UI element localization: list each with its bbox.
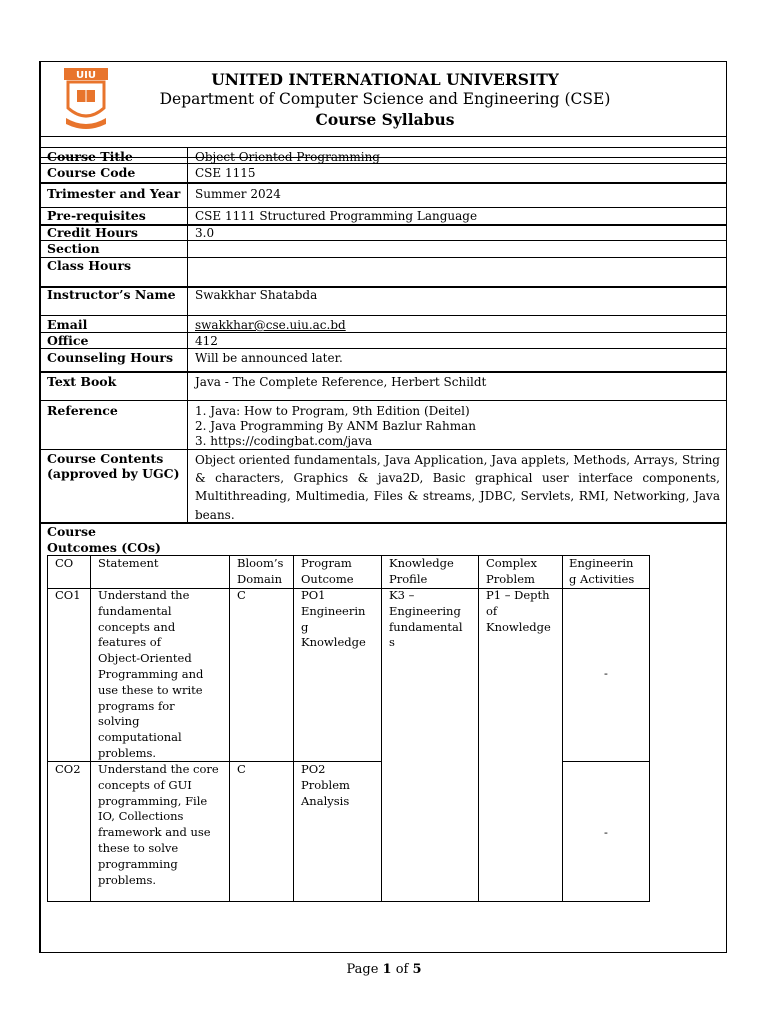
class-hours-label: Class Hours (47, 258, 132, 273)
page-footer: Page 1 of 5 (346, 962, 422, 977)
header-statement: Statement (98, 556, 159, 570)
syllabus-page (39, 61, 727, 953)
course-contents-label: Course Contents (47, 451, 164, 466)
co2-id: CO2 (55, 762, 81, 776)
divider (41, 182, 727, 184)
co2-bloom: C (237, 762, 246, 776)
prerequisites-label: Pre-requisites (47, 208, 146, 223)
co1-program-outcome: PO1 Engineerin g Knowledge (301, 588, 366, 650)
department-name: Department of Computer Science and Engineering (CSE) (159, 90, 611, 108)
email-link[interactable]: swakkhar@cse.uiu.ac.bd (195, 318, 346, 332)
co1-engineering-activities: - (604, 666, 608, 680)
column-divider (229, 555, 230, 901)
course-contents-label: (approved by UGC) (47, 466, 180, 481)
divider (41, 348, 727, 349)
divider (41, 147, 727, 148)
svg-text:UIU: UIU (76, 70, 96, 81)
course-code-value: CSE 1115 (195, 166, 256, 180)
header-bloom: Bloom’s Domain (237, 556, 284, 586)
course-contents-value: Object oriented fundamentals, Java Application, Java applets, Methods, Arrays, String & characters, Graphics & java2D, Basic graphical user interface components, Multithreading, Multimedia, Files & streams, JDBC, Servlets, RMI, Networking, Java beans. (195, 453, 720, 522)
co2-program-outcome: PO2 Problem Analysis (301, 762, 350, 808)
table-border (47, 901, 650, 902)
co2-statement: Understand the core concepts of GUI programming, File IO, Collections framework and use these to solve programming problems. (98, 762, 219, 887)
course-title-label: Course Title (47, 149, 133, 164)
trimester-label: Trimester and Year (47, 186, 181, 201)
column-divider (90, 555, 91, 901)
header-complex-problem: Complex Problem (486, 556, 537, 586)
university-name: UNITED INTERNATIONAL UNIVERSITY (211, 70, 559, 89)
co1-statement: Understand the fundamental concepts and features of Object-Oriented Programming and use these to write programs for solving computational problems. (98, 588, 204, 760)
course-code-label: Course Code (47, 165, 136, 180)
divider (41, 332, 727, 333)
instructor-label: Instructor’s Name (47, 287, 176, 302)
table-border (563, 761, 650, 762)
course-outcomes-table (47, 555, 650, 901)
table-border (47, 555, 48, 901)
section-label: Section (47, 241, 100, 256)
document-title: Course Syllabus (315, 110, 455, 129)
textbook-label: Text Book (47, 374, 117, 389)
divider (41, 240, 727, 241)
office-label: Office (47, 333, 89, 348)
divider (41, 315, 727, 316)
divider (41, 224, 727, 226)
reference-item: 2. Java Programming By ANM Bazlur Rahman (195, 419, 476, 433)
column-divider (293, 555, 294, 901)
header-co: CO (55, 556, 74, 570)
co1-complex-problem: P1 – Depth of Knowledge (486, 588, 551, 634)
divider (41, 371, 727, 373)
column-divider (478, 555, 479, 901)
divider (41, 163, 727, 164)
header-engineering-activities: Engineerin g Activities (569, 556, 635, 586)
column-divider (562, 555, 563, 901)
divider (41, 400, 727, 401)
co2-engineering-activities: - (604, 825, 608, 839)
co1-knowledge-profile: K3 – Engineering fundamental s (389, 588, 463, 650)
outcomes-label: Outcomes (COs) (47, 540, 161, 555)
co1-bloom: C (237, 588, 246, 602)
divider (41, 157, 727, 158)
credit-hours-label: Credit Hours (47, 225, 138, 240)
column-divider (381, 555, 382, 901)
co1-id: CO1 (55, 588, 81, 602)
instructor-value: Swakkhar Shatabda (195, 288, 318, 302)
office-value: 412 (195, 334, 218, 348)
divider (41, 449, 727, 450)
outcomes-label: Course (47, 524, 96, 539)
reference-link[interactable]: 3. https://codingbat.com/java (195, 434, 373, 448)
prerequisites-value: CSE 1111 Structured Programming Language (195, 209, 478, 223)
reference-item: 1. Java: How to Program, 9th Edition (Deitel) (195, 404, 470, 418)
counseling-label: Counseling Hours (47, 350, 173, 365)
divider (41, 257, 727, 258)
reference-label: Reference (47, 403, 118, 418)
table-border (649, 555, 650, 901)
counseling-value: Will be announced later. (195, 351, 343, 365)
header-knowledge-profile: Knowledge Profile (389, 556, 454, 586)
divider (41, 136, 727, 137)
column-divider (187, 148, 188, 523)
credit-hours-value: 3.0 (195, 226, 215, 240)
textbook-value: Java - The Complete Reference, Herbert Schildt (195, 375, 487, 389)
trimester-value: Summer 2024 (195, 187, 281, 201)
email-label: Email (47, 317, 88, 332)
course-title-value: Object Oriented Programming (195, 150, 380, 164)
header-program-outcome: Program Outcome (301, 556, 354, 586)
